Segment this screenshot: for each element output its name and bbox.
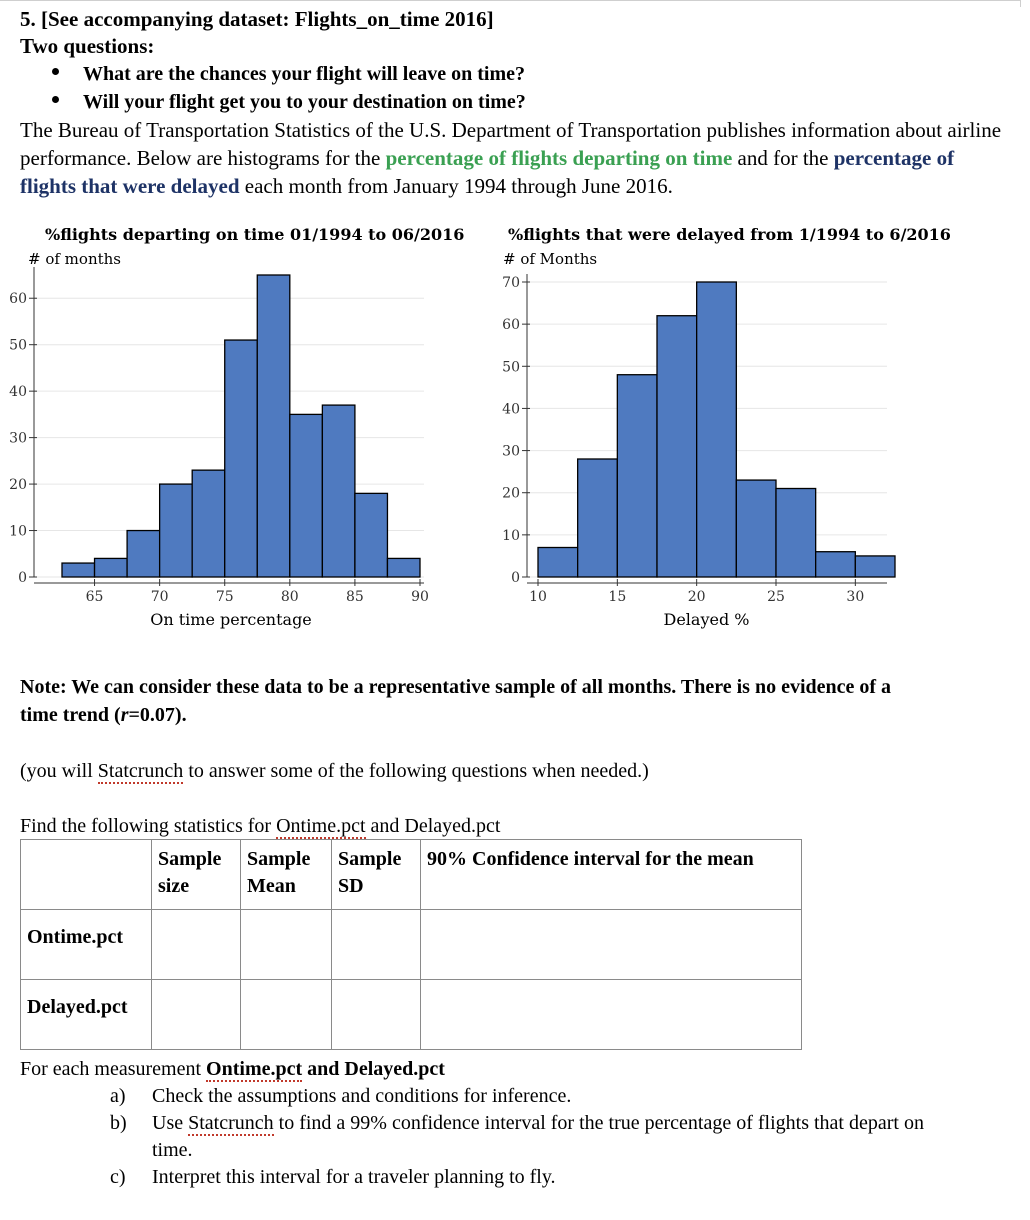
- y-tick-label: 20: [502, 485, 520, 502]
- chart-title: %flights that were delayed from 1/1994 to 6/2016: [508, 225, 951, 244]
- note-line-2: [20, 701, 1010, 729]
- x-axis-label: Delayed %: [663, 610, 750, 629]
- task-b-continuation: time.: [152, 1139, 193, 1161]
- task-c: [110, 1164, 556, 1191]
- histogram-bar: [736, 480, 776, 577]
- x-tick-label: 80: [280, 589, 299, 605]
- table-cell-delayed-sd[interactable]: [332, 980, 421, 1050]
- histogram-bar: [192, 470, 225, 577]
- x-tick-label: 90: [411, 589, 429, 605]
- x-axis-label: On time percentage: [150, 610, 312, 629]
- histograms-figure: [0, 215, 1030, 645]
- histogram-bar: [776, 489, 816, 578]
- histogram-bar: [657, 316, 697, 577]
- table-cell-ontime-size[interactable]: [152, 910, 241, 980]
- y-tick-label: 10: [9, 523, 27, 540]
- x-tick-label: 30: [846, 589, 865, 605]
- table-cell-ontime-ci[interactable]: [421, 910, 802, 980]
- y-tick-label: 20: [9, 477, 27, 494]
- y-tick-label: 0: [18, 570, 27, 586]
- table-row: [21, 910, 802, 980]
- histogram-bar: [578, 459, 618, 577]
- y-tick-label: 10: [502, 527, 520, 544]
- table-cell-delayed-mean[interactable]: [241, 980, 332, 1050]
- y-tick-label: 70: [502, 275, 520, 291]
- histogram-bar: [387, 558, 420, 577]
- y-axis-label: # of Months: [503, 250, 598, 268]
- table-cell-delayed-ci[interactable]: [421, 980, 802, 1050]
- histogram-bar: [62, 563, 95, 577]
- histogram-bar: [816, 552, 856, 577]
- heading-line-2: Two questions:: [20, 34, 155, 58]
- measurement-line: [20, 1055, 445, 1083]
- intro-highlight-ontime: percentage of flights departing on time: [385, 146, 733, 170]
- task-b-statcrunch-word: Statcrunch: [188, 1112, 274, 1134]
- statcrunch-text-a: (you will: [20, 760, 98, 782]
- intro-text-1: The Bureau of Transportation Statistics of the U.S. Department of Transportation publishes information about airline performance. Below are histograms for the: [20, 118, 1002, 170]
- y-tick-label: 30: [502, 443, 520, 460]
- table-cell-delayed-size[interactable]: [152, 980, 241, 1050]
- statcrunch-text-b: to answer some of the following questions when needed.): [183, 760, 649, 782]
- histogram-bar: [538, 548, 578, 578]
- find-word-ontime: Ontime.pct: [276, 815, 366, 837]
- x-tick-label: 70: [150, 589, 169, 605]
- task-b-use: Use: [152, 1112, 189, 1134]
- bullet-text: What are the chances your flight will leave on time?: [83, 63, 525, 85]
- table-cell-ontime-sd[interactable]: [332, 910, 421, 980]
- find-text-a: Find the following statistics for: [20, 815, 277, 837]
- table-row: [21, 980, 802, 1050]
- bullet-question-1: [52, 60, 525, 88]
- note-line-1: Note: We can consider these data to be a representative sample of all months. There is no evidence of a: [20, 676, 892, 698]
- bullet-icon: [52, 68, 59, 75]
- task-a-text: Check the assumptions and conditions for inference.: [152, 1085, 572, 1107]
- table-header-sample-size: Sample size: [152, 840, 241, 910]
- x-tick-label: 15: [608, 589, 627, 605]
- histogram-bar: [322, 405, 355, 577]
- intro-text-3: each month from January 1994 through June 2016.: [239, 174, 673, 198]
- heading-line-1: 5. [See accompanying dataset: Flights_on_time 2016]: [20, 7, 494, 31]
- x-tick-label: 20: [687, 589, 706, 605]
- note-r-symbol: r: [120, 704, 129, 726]
- histogram-bar: [855, 556, 895, 577]
- task-a: [110, 1083, 571, 1110]
- histogram-bar: [697, 282, 737, 577]
- note-text-b: =0.07).: [128, 704, 187, 726]
- chart-title: %flights departing on time 01/1994 to 06/2016: [45, 225, 465, 244]
- measurement-text-a: For each measurement: [20, 1058, 207, 1080]
- x-tick-label: 85: [345, 589, 364, 605]
- x-tick-label: 65: [85, 589, 104, 605]
- note-text-a: time trend (: [20, 704, 121, 726]
- task-b: [110, 1110, 924, 1137]
- task-c-label: c): [110, 1166, 126, 1188]
- question-heading: [20, 6, 494, 60]
- histogram-bar: [225, 340, 258, 577]
- histogram-bar: [617, 375, 657, 577]
- statcrunch-note: [20, 757, 649, 785]
- table-header-blank: [21, 840, 152, 910]
- note-paragraph: [20, 673, 1010, 729]
- intro-text-2: and for the: [732, 146, 834, 170]
- bullet-text: Will your flight get you to your destination on time?: [83, 91, 526, 113]
- intro-highlight-delayed: percentage of flights that were delayed: [20, 146, 955, 198]
- y-tick-label: 60: [502, 317, 520, 334]
- intro-paragraph: [20, 116, 1010, 200]
- y-tick-label: 40: [502, 401, 520, 418]
- task-a-label: a): [110, 1085, 126, 1107]
- table-header-row: [21, 840, 802, 910]
- table-header-sample-sd: Sample SD: [332, 840, 421, 910]
- table-row-label-ontime: Ontime.pct: [21, 910, 152, 980]
- table-header-sample-mean: Sample Mean: [241, 840, 332, 910]
- table-row-label-delayed: Delayed.pct: [21, 980, 152, 1050]
- histogram-bar: [290, 414, 323, 577]
- bullet-icon: [52, 96, 59, 103]
- y-tick-label: 60: [9, 291, 27, 308]
- histogram-bar: [127, 531, 160, 577]
- y-tick-label: 40: [9, 384, 27, 401]
- task-b-rest: to find a 99% confidence interval for the true percentage of flights that depart on: [273, 1112, 924, 1134]
- table-cell-ontime-mean[interactable]: [241, 910, 332, 980]
- statistics-table: [20, 839, 802, 1050]
- y-tick-label: 50: [9, 337, 27, 354]
- y-tick-label: 30: [9, 430, 27, 447]
- measurement-word-ontime: Ontime.pct: [206, 1058, 303, 1080]
- x-tick-label: 10: [529, 589, 547, 605]
- task-c-text: Interpret this interval for a traveler planning to fly.: [152, 1166, 556, 1188]
- histogram-bar: [95, 558, 128, 577]
- ontime-histogram: [9, 225, 464, 629]
- y-tick-label: 50: [502, 359, 520, 376]
- histogram-bar: [355, 493, 388, 577]
- find-text-b: and Delayed.pct: [365, 815, 501, 837]
- table-header-confidence-interval: 90% Confidence interval for the mean: [421, 840, 802, 910]
- histogram-bar: [257, 275, 290, 577]
- task-b-label: b): [110, 1112, 127, 1134]
- delayed-histogram: [502, 225, 951, 629]
- measurement-text-c: and Delayed.pct: [302, 1058, 445, 1080]
- y-axis-label: # of months: [28, 250, 121, 268]
- histogram-bar: [160, 484, 193, 577]
- bullet-question-2: [52, 88, 526, 116]
- y-tick-label: 0: [511, 570, 520, 586]
- statcrunch-word: Statcrunch: [97, 760, 184, 782]
- find-statistics-line: [20, 812, 500, 840]
- x-tick-label: 25: [767, 589, 785, 605]
- x-tick-label: 75: [215, 589, 234, 605]
